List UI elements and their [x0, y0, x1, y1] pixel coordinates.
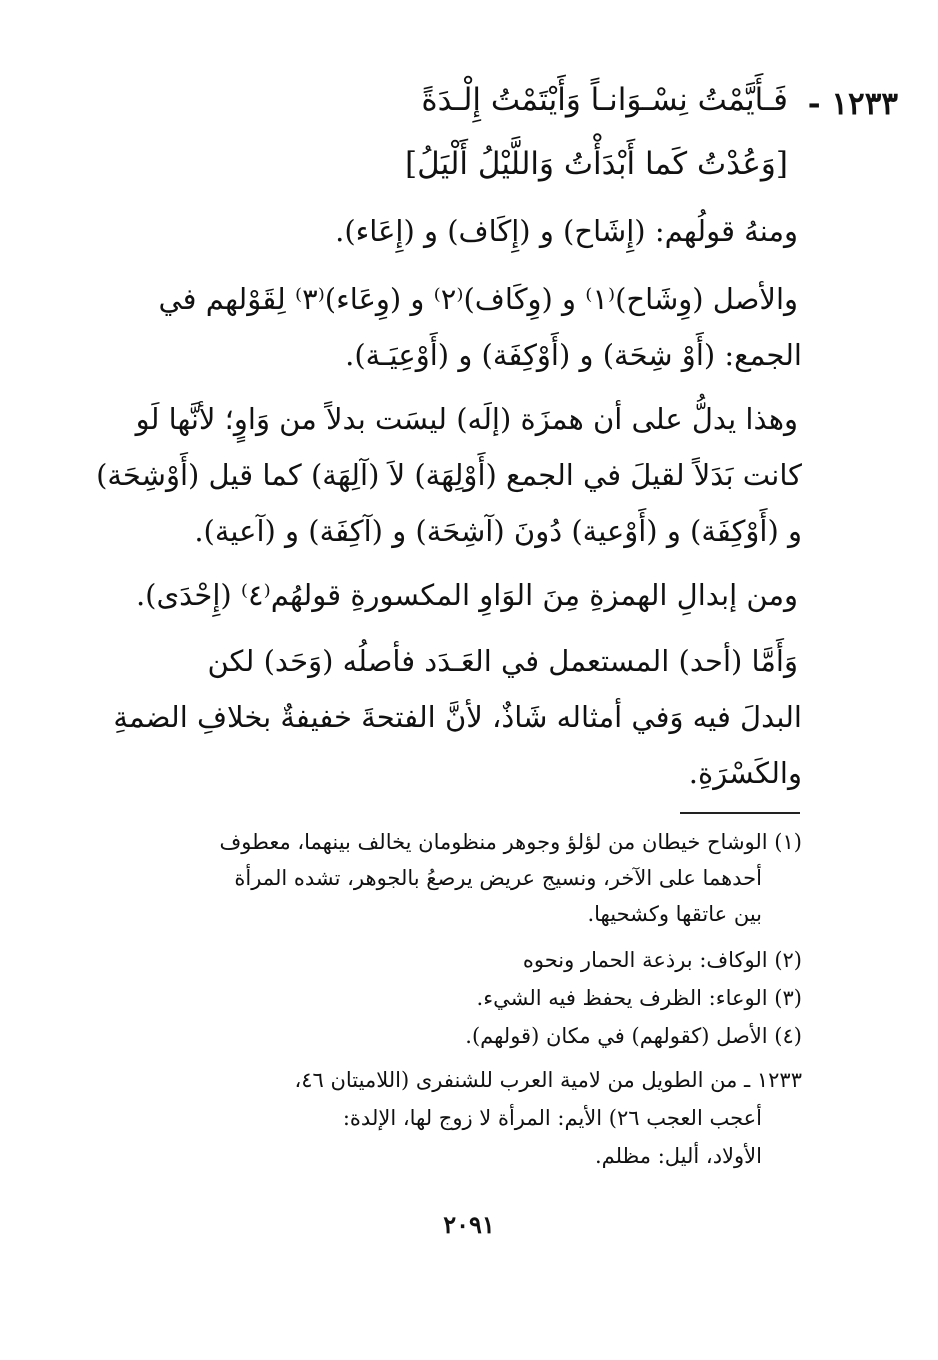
paragraph-1-line-1: ومنهُ قولُهم: (إِشَاح) و (إِكَاف) و (إِعَاء). — [335, 214, 798, 248]
paragraph-2-line-2: الجمع: (أَوْ شِحَة) و (أَوْكِفَة) و (أَوْعِيَـة). — [345, 338, 802, 372]
footnote-5-line-1: ١٢٣٣ ـ من الطويل من لامية العرب للشنفرى (اللاميتان ٤٦، — [294, 1068, 802, 1092]
paragraph-5-line-2: البدلَ فيه وَفي أمثاله شَاذٌ، لأنَّ الفتحةَ خفيفةٌ بخلافِ الضمةِ — [113, 700, 802, 734]
verse-line-1: فَـأَيَّمْتُ نِسْـوَانـاً وَأَيْتَمْتُ إِلْـدَةً — [421, 82, 788, 118]
footnote-4: (٤) الأصل (كقولهم) في مكان (قولهم). — [465, 1024, 802, 1048]
footnote-2: (٢) الوكاف: برذعة الحمار ونحوه — [522, 948, 802, 972]
paragraph-3-line-2: كانت بَدَلاً لقيلَ في الجمع (أَوْلِهَة) لاَ (آلِهَة) كما قيل (أَوْشِحَة) — [96, 458, 802, 492]
paragraph-3-line-3: و (أَوْكِفَة) و (أَوْعية) دُونَ (آشِحَة) و (آكِفَة) و (آعية). — [194, 514, 802, 548]
paragraph-5-line-3: والكَسْرَةِ. — [688, 756, 802, 790]
paragraph-5-line-1: وَأَمَّا (أحد) المستعمل في العَـدَد فأصلُه (وَحَد) لكن — [207, 644, 798, 678]
footnote-5-line-2: أعجب العجب ٢٦) الأيم: المرأة لا زوج لها، الإلدة: — [342, 1106, 762, 1130]
paragraph-3-line-1: وهذا يدلُّ على أن همزَة (إلَه) ليسَت بدلاً من وَاوٍ؛ لأنَّها لَو — [135, 402, 798, 436]
footnote-1-line-2: أحدهما على الآخر، ونسيج عريض يرصعُ بالجوهر، تشده المرأة — [234, 866, 762, 890]
footnote-5-line-3: الأولاد، أليل: مظلم. — [594, 1144, 762, 1168]
footnote-1-line-1: (١) الوشاح خيطان من لؤلؤ وجوهر منظومان يخالف بينهما، معطوف — [219, 830, 802, 854]
footnote-1-line-3: بين عاتقها وكشحيها. — [587, 902, 762, 926]
paragraph-2-line-1: والأصل (وِشَاح)⁽١⁾ و (وِكَاف)⁽٢⁾ و (وِعَاء)⁽٣⁾ لِقَوْلهم في — [158, 282, 798, 316]
verse-number: ١٢٣٣ - — [807, 86, 898, 122]
paragraph-4-line-1: ومن إبدالِ الهمزةِ مِنَ الوَاوِ المكسورةِ قولهُم⁽٤⁾ (إِحْدَى). — [135, 578, 798, 612]
page-number: ٢٠٩١ — [443, 1210, 495, 1239]
footnote-3: (٣) الوعاء: الظرف يحفظ فيه الشيء. — [476, 986, 802, 1010]
verse-line-2: [وَعُدْتُ كَما أَبْدَأْتُ وَاللَّيْلُ أَلْيَلُ] — [405, 146, 788, 182]
footnote-separator — [680, 812, 800, 814]
